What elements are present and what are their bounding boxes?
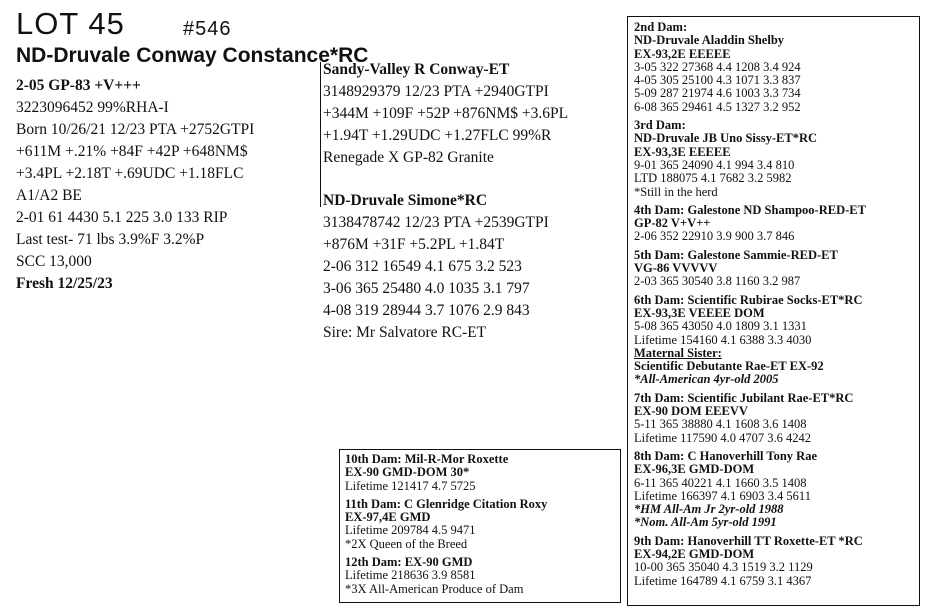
dam-record: 2-06 312 16549 4.1 675 3.2 523 — [323, 258, 522, 275]
animal-classification: 2-05 GP-83 +V+++ — [16, 77, 141, 94]
dam7-record: 5-11 365 38880 4.1 1608 3.6 1408 — [634, 417, 807, 432]
dam12-record: Lifetime 218636 3.9 8581 — [345, 568, 476, 583]
lot-title: LOT 45 — [16, 6, 125, 41]
dam9-record: 10-00 365 35040 4.3 1519 3.2 1129 — [634, 560, 813, 575]
dam-line2: +876M +31F +5.2PL +1.84T — [323, 236, 505, 253]
dam2-record: 4-05 305 25100 4.3 1071 3.3 837 — [634, 73, 801, 88]
sire-pedigree: Renegade X GP-82 Granite — [323, 149, 494, 166]
dam10-heading: 10th Dam: Mil-R-Mor Roxette — [345, 452, 509, 466]
animal-pta-line2: +611M +.21% +84F +42P +648NM$ — [16, 143, 248, 160]
sire-line3: +1.94T +1.29UDC +1.27FLC 99%R — [323, 127, 552, 144]
dam4-heading: 4th Dam: Galestone ND Shampoo-RED-ET — [634, 202, 866, 217]
dam6-class: EX-93,3E VEEEE DOM — [634, 305, 765, 320]
maternal-sister-note: *All-American 4yr-old 2005 — [634, 372, 779, 387]
dam8-note: *HM All-Am Jr 2yr-old 1988 — [634, 502, 784, 517]
dam6-record: Lifetime 154160 4.1 6388 3.3 4030 — [634, 332, 812, 347]
animal-pta-line3: +3.4PL +2.18T +.69UDC +1.18FLC — [16, 165, 244, 182]
sire-line1: 3148929379 12/23 PTA +2940GTPI — [323, 83, 549, 100]
dam3-class: EX-93,3E EEEEE — [634, 144, 731, 159]
dam5-section — [634, 249, 913, 289]
lot-number: #546 — [183, 18, 232, 40]
dam7-heading: 7th Dam: Scientific Jubilant Rae-ET*RC — [634, 390, 854, 405]
dam4-section — [634, 204, 913, 244]
dam8-note: *Nom. All-Am 5yr-old 1991 — [634, 515, 777, 530]
dam7-class: EX-90 DOM EEEVV — [634, 404, 748, 419]
dam8-record: Lifetime 166397 4.1 6903 3.4 5611 — [634, 488, 811, 503]
dam8-section — [634, 450, 913, 530]
dam6-record: 5-08 365 43050 4.0 1809 3.1 1331 — [634, 319, 807, 334]
dam11-class: EX-97,4E GMD — [345, 510, 431, 525]
dam12-section — [345, 556, 615, 596]
maternal-sister-name: Scientific Debutante Rae-ET EX-92 — [634, 359, 824, 374]
dam3-section — [634, 119, 913, 199]
maternal-sister-label: Maternal Sister: — [634, 345, 722, 360]
dam5-heading: 5th Dam: Galestone Sammie-RED-ET — [634, 247, 838, 262]
dam7-record: Lifetime 117590 4.0 4707 3.6 4242 — [634, 430, 811, 445]
dam9-record: Lifetime 164789 4.1 6759 3.1 4367 — [634, 573, 812, 588]
dam11-note: *2X Queen of the Breed — [345, 536, 468, 551]
animal-name: ND-Druvale Conway Constance*RC — [16, 44, 369, 67]
dam11-record: Lifetime 209784 4.5 9471 — [345, 523, 476, 538]
dam11-section — [345, 498, 615, 551]
animal-registration: 3223096452 99%RHA-I — [16, 99, 169, 116]
dam6-heading: 6th Dam: Scientific Rubirae Socks-ET*RC — [634, 292, 863, 307]
dam4-record: 2-06 352 22910 3.9 900 3.7 846 — [634, 229, 795, 244]
dam8-heading: 8th Dam: C Hanoverhill Tony Rae — [634, 448, 818, 463]
dam7-section — [634, 392, 913, 445]
animal-record: 2-01 61 4430 5.1 225 3.0 133 RIP — [16, 209, 228, 226]
dam11-heading: 11th Dam: C Glenridge Citation Roxy — [345, 496, 548, 511]
animal-born-pta: Born 10/26/21 12/23 PTA +2752GTPI — [16, 121, 255, 138]
maternal-pedigree-box — [627, 16, 920, 606]
animal-scc: SCC 13,000 — [16, 253, 92, 270]
dam2-record: 5-09 287 21974 4.6 1003 3.3 734 — [634, 86, 801, 101]
dam3-record: LTD 188075 4.1 7682 3.2 5982 — [634, 171, 792, 186]
dam3-name: ND-Druvale JB Uno Sissy-ET*RC — [634, 131, 818, 146]
dam12-note: *3X All-American Produce of Dam — [345, 581, 524, 596]
dam8-record: 6-11 365 40221 4.1 1660 3.5 1408 — [634, 475, 807, 490]
dam10-class: EX-90 GMD-DOM 30* — [345, 465, 470, 480]
dam9-heading: 9th Dam: Hanoverhill TT Roxette-ET *RC — [634, 533, 863, 548]
sire-section — [323, 59, 568, 169]
dam-name: ND-Druvale Simone*RC — [323, 192, 488, 209]
dam9-class: EX-94,2E GMD-DOM — [634, 546, 755, 561]
dam10-section — [345, 453, 615, 493]
dam12-heading: 12th Dam: EX-90 GMD — [345, 555, 473, 570]
dam3-note: *Still in the herd — [634, 184, 718, 199]
dam2-record: 3-05 322 27368 4.4 1208 3.4 924 — [634, 59, 801, 74]
dam2-heading: 2nd Dam: — [634, 20, 688, 34]
sire-line2: +344M +109F +52P +876NM$ +3.6PL — [323, 105, 569, 122]
dam3-record: 9-01 365 24090 4.1 994 3.4 810 — [634, 157, 795, 172]
dam-line1: 3138478742 12/23 PTA +2539GTPI — [323, 214, 549, 231]
dam3-heading: 3rd Dam: — [634, 118, 686, 133]
dam6-section — [634, 294, 913, 387]
dam5-class: VG-86 VVVVV — [634, 261, 718, 276]
sire-name: Sandy-Valley R Conway-ET — [323, 61, 510, 78]
dam4-class: GP-82 V+V++ — [634, 216, 711, 231]
dam-sire: Sire: Mr Salvatore RC-ET — [323, 324, 487, 341]
dam2-section — [634, 21, 913, 114]
dam5-record: 2-03 365 30540 3.8 1160 3.2 987 — [634, 274, 801, 289]
dam-section — [323, 190, 549, 344]
animal-genotype: A1/A2 BE — [16, 187, 82, 204]
dam-record: 4-08 319 28944 3.7 1076 2.9 843 — [323, 302, 530, 319]
animal-last-test: Last test- 71 lbs 3.9%F 3.2%P — [16, 231, 205, 248]
deep-pedigree-box — [339, 449, 621, 603]
dam9-section — [634, 535, 913, 588]
dam2-record: 6-08 365 29461 4.5 1327 3.2 952 — [634, 99, 801, 114]
pedigree-divider — [320, 62, 321, 207]
dam-record: 3-06 365 25480 4.0 1035 3.1 797 — [323, 280, 530, 297]
dam2-name: ND-Druvale Aladdin Shelby — [634, 33, 785, 48]
animal-fresh: Fresh 12/25/23 — [16, 275, 113, 292]
dam8-class: EX-96,3E GMD-DOM — [634, 462, 755, 477]
dam10-record: Lifetime 121417 4.7 5725 — [345, 478, 476, 493]
animal-details — [16, 75, 254, 295]
dam2-class: EX-93,2E EEEEE — [634, 46, 731, 61]
